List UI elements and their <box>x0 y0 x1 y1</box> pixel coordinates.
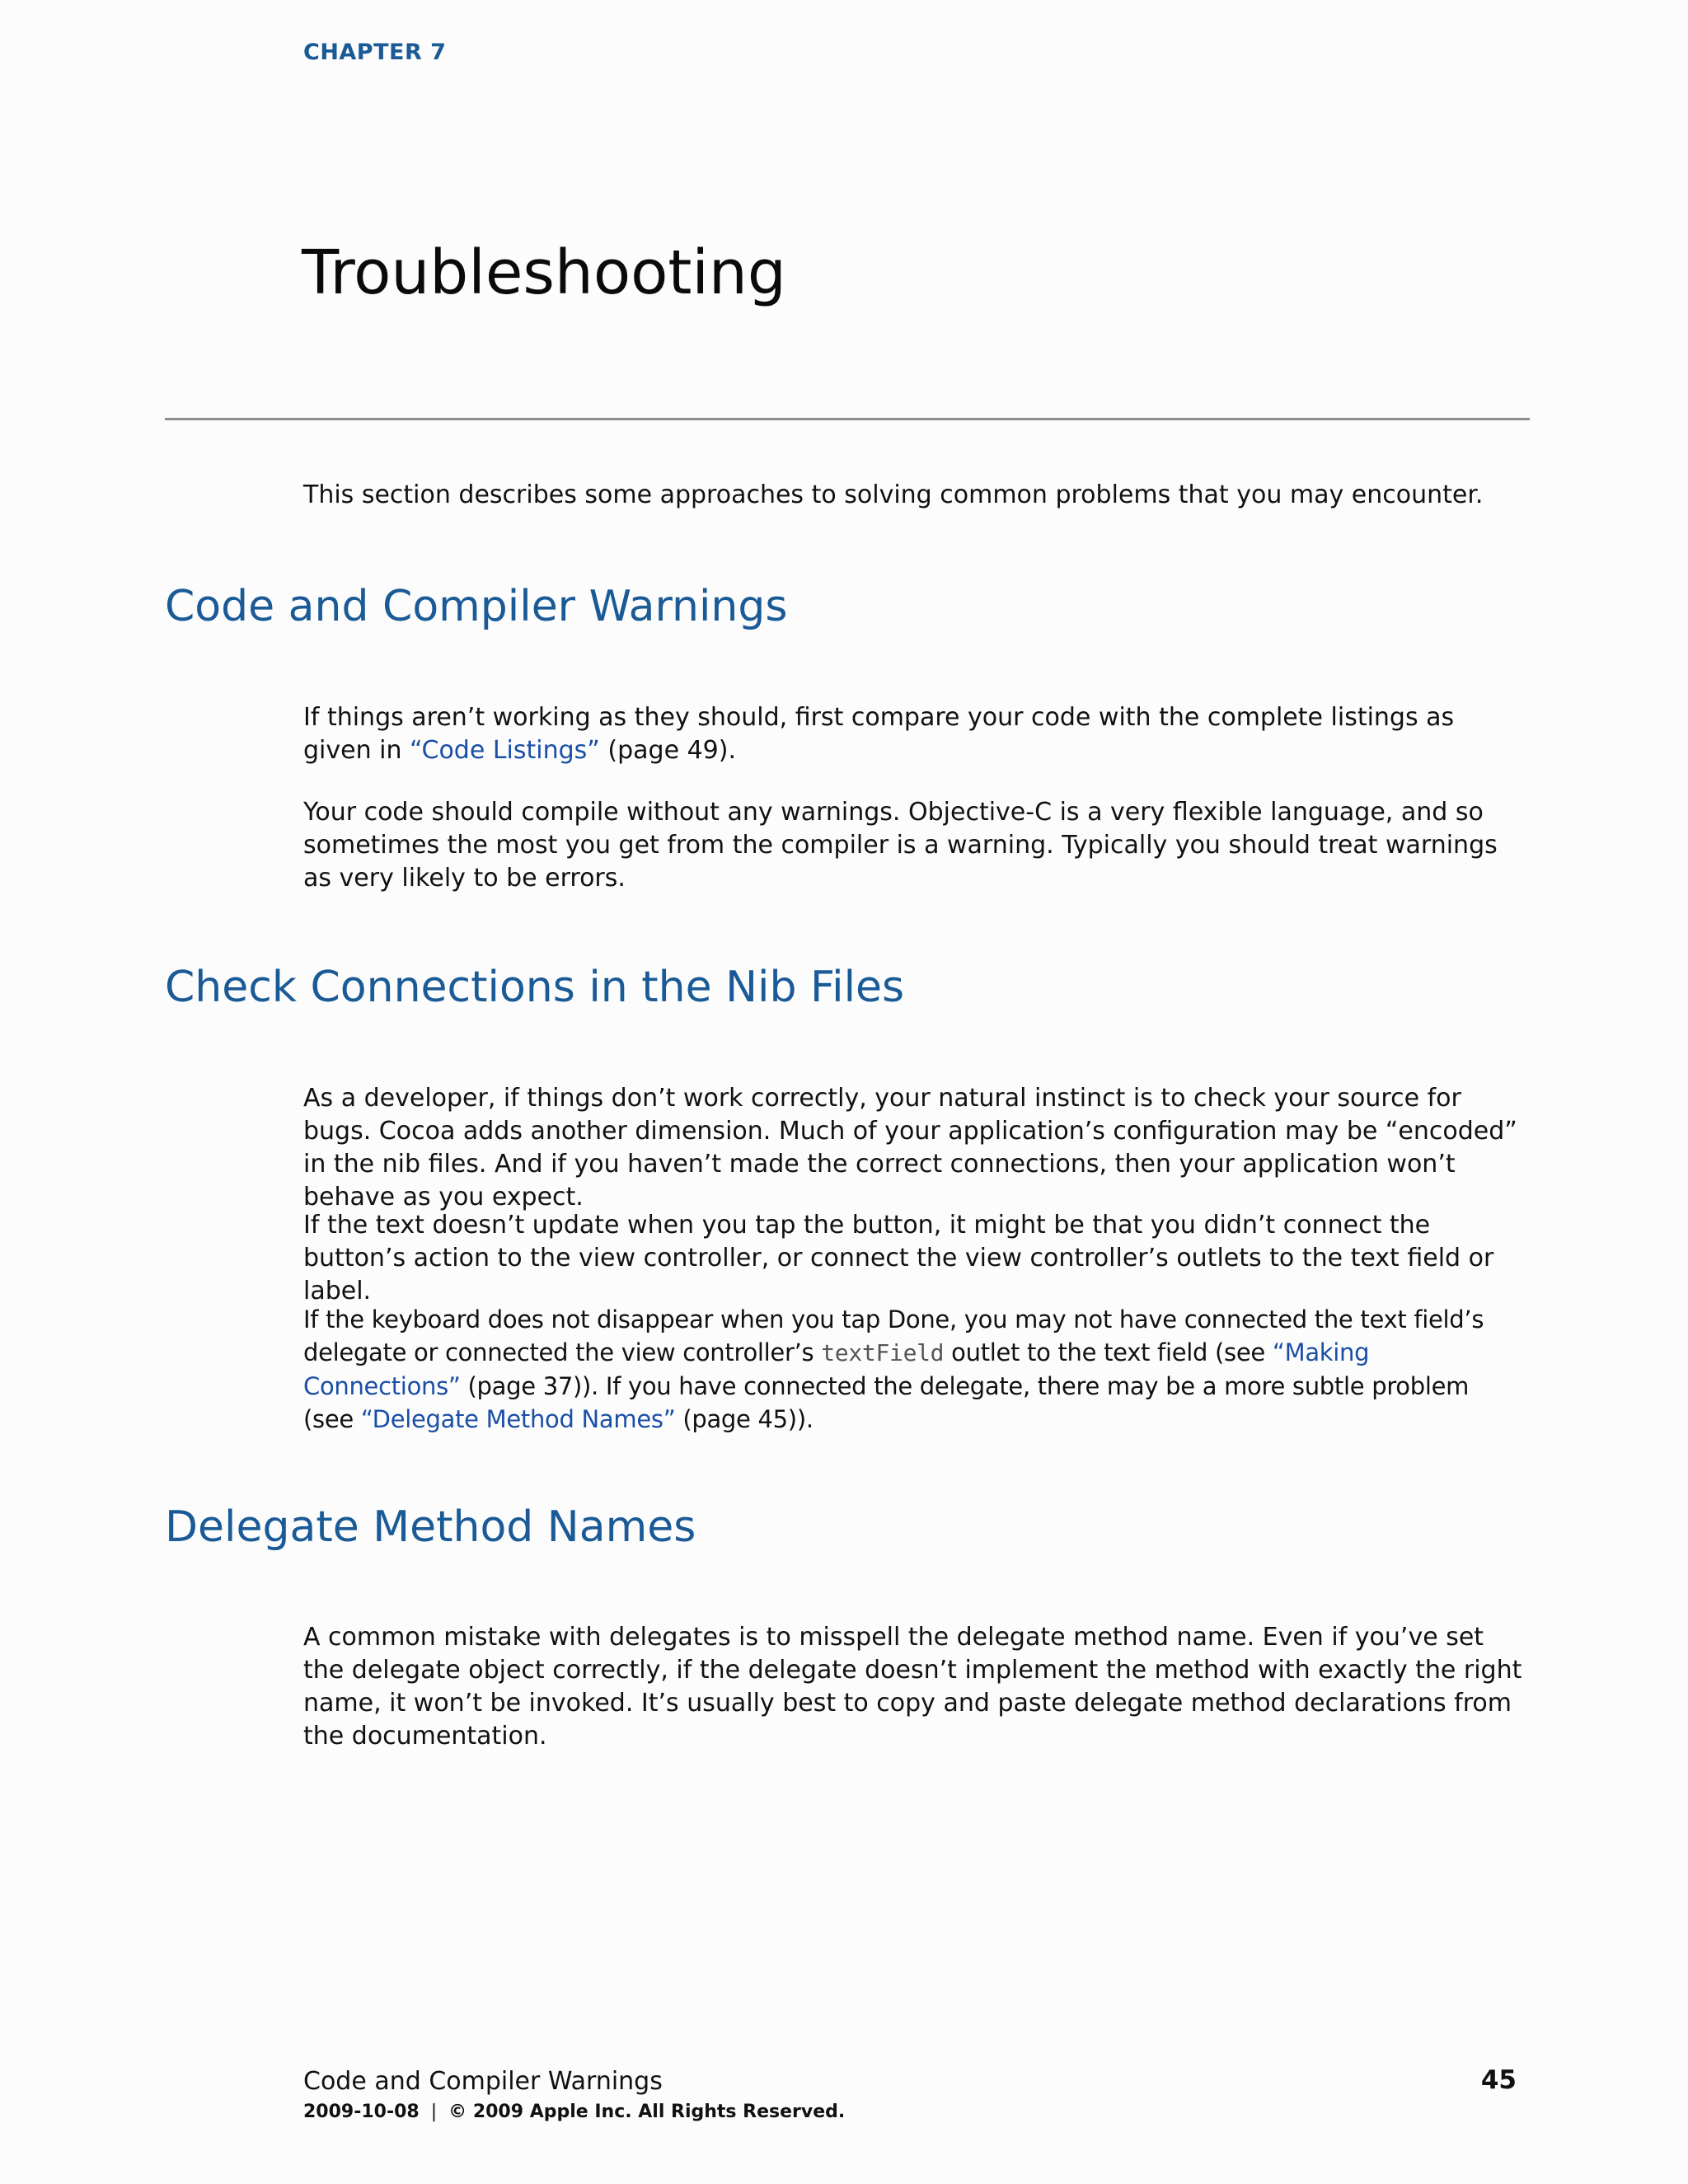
section-heading-delegate-method-names: Delegate Method Names <box>165 1502 696 1552</box>
paragraph-keyboard-disappear <box>303 1303 1523 1436</box>
paragraph-text-update: If the text doesn’t update when you tap the button, it might be that you didn’t connect the button’s action to the view controller, or connect the view controller’s outlets to the text field or label. <box>303 1211 1494 1305</box>
paragraph-developer-instinct: As a developer, if things don’t work correctly, your natural instinct is to check your source for bugs. Cocoa adds another dimension. Much of your application’s configuration may be “encoded” in the nib files. And if you haven’t made the correct connections, then your application won’t behave as you expect. <box>303 1084 1517 1212</box>
intro-paragraph: This section describes some approaches to solving common problems that you may encounter. <box>303 480 1484 509</box>
footer-meta <box>303 2102 845 2122</box>
link-making-connections[interactable]: “Making Connections” <box>303 1338 1370 1400</box>
link-delegate-method-names[interactable]: “Delegate Method Names” <box>360 1405 676 1433</box>
paragraph-text: If things aren’t working as they should, first compare your code with the complete listings as given in <box>303 703 1455 765</box>
paragraph-text: outlet to the text field (see <box>944 1338 1273 1366</box>
chapter-title: Troubleshooting <box>302 237 786 308</box>
link-code-listings[interactable]: “Code Listings” <box>410 736 600 765</box>
paragraph-text: If the keyboard does not disappear when you tap Done, you may not have connected the text field’s delegate or connected the view controller’s <box>303 1305 1484 1366</box>
footer-separator: | <box>430 2102 438 2122</box>
code-textfield: textField <box>821 1339 945 1366</box>
chapter-label: CHAPTER 7 <box>303 40 447 65</box>
title-divider <box>165 418 1530 420</box>
footer-copyright: © 2009 Apple Inc. All Rights Reserved. <box>448 2102 846 2122</box>
paragraph-compare-code <box>303 701 1523 767</box>
paragraph-text: (page 49). <box>599 736 736 765</box>
paragraph-text: (page 37)). If you have connected the delegate, there may be a more subtle problem (see <box>303 1372 1470 1433</box>
footer-date: 2009-10-08 <box>303 2102 420 2122</box>
page-number: 45 <box>1480 2065 1517 2095</box>
footer-section-title: Code and Compiler Warnings <box>303 2067 663 2096</box>
section-heading-code-compiler-warnings: Code and Compiler Warnings <box>165 582 788 631</box>
paragraph-text: (page 45)). <box>675 1405 814 1433</box>
section-heading-check-connections: Check Connections in the Nib Files <box>165 963 905 1012</box>
paragraph-misspell-delegate: A common mistake with delegates is to misspell the delegate method name. Even if you’ve set the delegate object correctly, if the delegate doesn’t implement the method with exactly the right name, it won’t be invoked. It’s usually best to copy and paste delegate method declarations from the documentation. <box>303 1623 1522 1750</box>
paragraph-compile-warnings: Your code should compile without any warnings. Objective-C is a very flexible language, and so sometimes the most you get from the compiler is a warning. Typically you should treat warnings as very likely to be errors. <box>303 798 1498 893</box>
